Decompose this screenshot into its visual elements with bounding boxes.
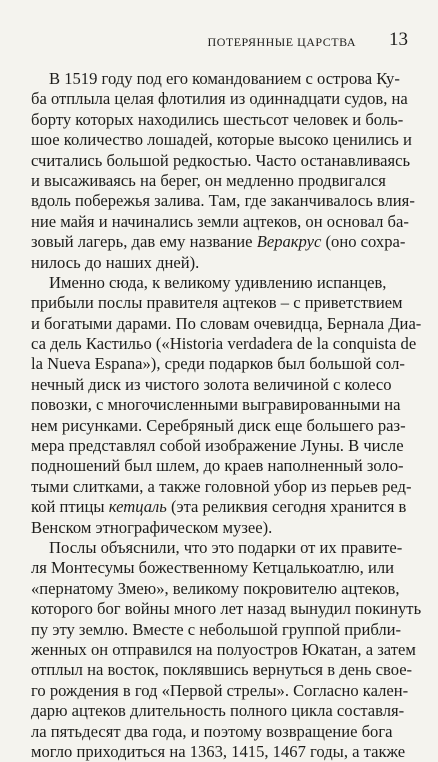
paragraph (31, 537, 422, 762)
text-line: отплыл на восток, поклявшись вернуться в день свое- (31, 660, 413, 680)
text-line: повозки, с многочисленными выгравированными на (31, 395, 401, 415)
text-run: зовый лагерь, дав ему название (31, 232, 257, 252)
text-line: la Nueva Espana»), среди подарков был большой сол- (31, 354, 405, 374)
text-line: женных он отправился на полуостров Юкатан, а затем (31, 639, 416, 659)
text-line: нилось до наших дней). (31, 252, 200, 272)
text-line: которого бог войны много лет назад вынудил покинуть (31, 599, 422, 619)
body-text (31, 69, 422, 762)
text-line: шое количество лошадей, которые высоко ценились и (31, 130, 412, 150)
text-run: (оно сохра- (321, 232, 406, 252)
text-line: «пернатому Змею», великому покровителю ацтеков, (31, 578, 400, 598)
text-line: тыми слитками, а также головной убор из перьев ред- (31, 476, 412, 496)
text-line: считались большой редкостью. Часто останавливаясь (31, 150, 411, 170)
text-line: подношений был шлем, до краев наполненный золо- (31, 456, 404, 476)
paragraph (31, 69, 415, 273)
text-line: ба отплыла целая флотилия из одиннадцати судов, на (31, 89, 408, 109)
text-line: В 1519 году под его командованием с острова Ку- (49, 69, 400, 88)
text-line: прибыли послы правителя ацтеков – с приветствием (31, 293, 403, 313)
italic-term: кетцаль (108, 497, 167, 517)
text-line: пу эту землю. Вместе с небольшой группой прибли- (31, 619, 402, 639)
text-line: нечный диск из чистого золота величиной с колесо (31, 374, 392, 394)
text-line: Венском этнографическом музее). (31, 517, 273, 537)
text-line: борту которых находились шестьсот человек и боль- (31, 109, 404, 129)
text-line (31, 497, 406, 517)
text-line: ла пятьдесят два года, и поэтому возвращение бога (31, 721, 393, 741)
text-line: могло приходиться на 1363, 1415, 1467 годы, а также (31, 741, 406, 761)
text-line: ля Монтесумы божественному Кетцалькоатлю, или (31, 558, 394, 578)
running-title: ПОТЕРЯННЫЕ ЦАРСТВА (207, 35, 356, 49)
paragraph (31, 272, 422, 538)
page-header (20, 30, 408, 54)
text-line: са дель Кастильо («Historia verdadera de la conquista de (31, 334, 417, 354)
text-line: Именно сюда, к великому удивлению испанцев, (49, 272, 387, 292)
text-line: дарю ацтеков длительность полного цикла составля- (31, 701, 405, 721)
text-line: го рождения в год «Первой стрелы». Согласно кален- (31, 680, 409, 700)
text-run: кой птицы (31, 497, 109, 517)
text-line (31, 232, 406, 252)
text-line: и богатыми дарами. По словам очевидца, Бернала Диа- (31, 313, 422, 333)
text-line: нем рисунками. Серебряный диск еще большего раз- (31, 415, 406, 435)
page-number: 13 (389, 29, 408, 50)
text-line: ние майя и начинались земли ацтеков, он основал ба- (31, 211, 409, 231)
text-run: (эта реликвия сегодня хранится в (166, 497, 407, 517)
text-line: вдоль побережья залива. Там, где заканчивалось влия- (31, 191, 415, 211)
text-line: мера представлял собой изображение Луны. В числе (31, 436, 404, 456)
text-line: и высаживаясь на берег, он медленно продвигался (31, 170, 386, 190)
italic-term: Веракрус (256, 232, 322, 252)
text-line: Послы объяснили, что это подарки от их правите- (49, 537, 403, 557)
